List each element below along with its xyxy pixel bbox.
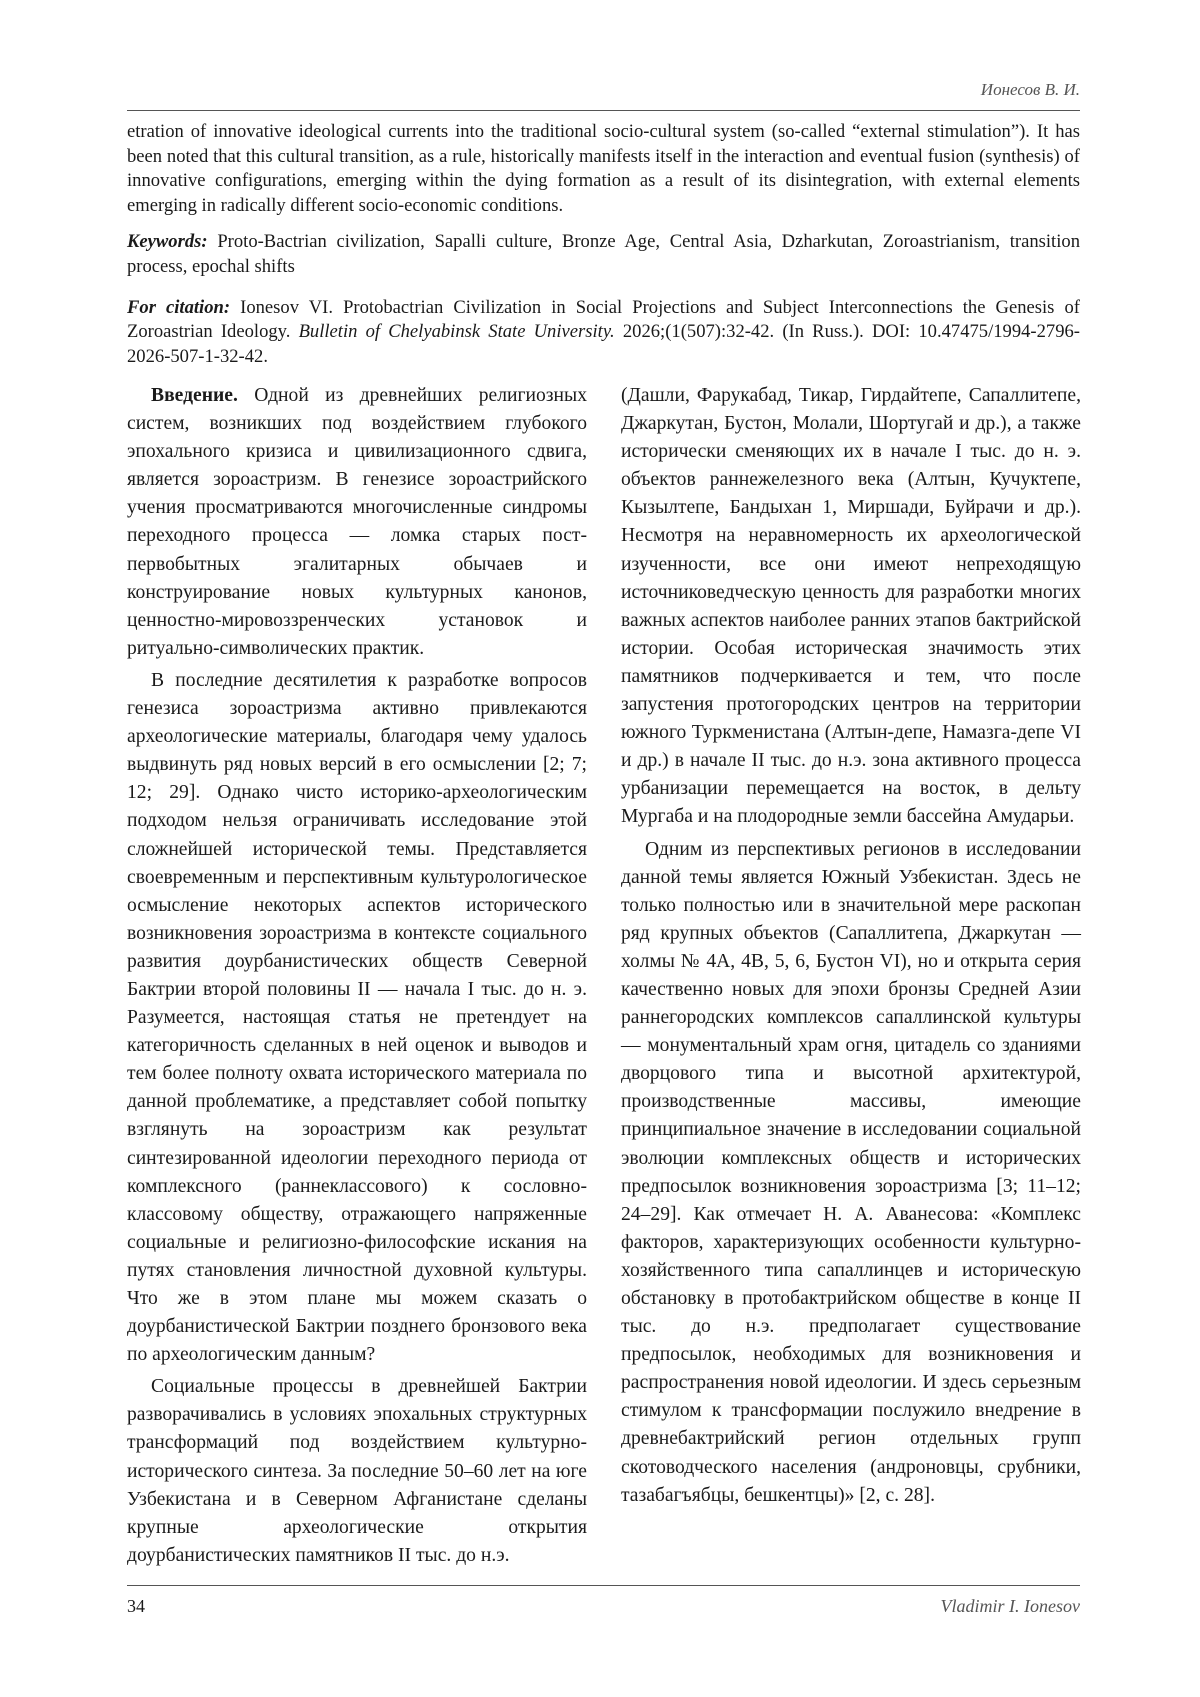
running-header — [127, 80, 1080, 111]
page-footer — [127, 1585, 1080, 1616]
paragraph-continued: (Дашли, Фарукабад, Тикар, Гирдайтепе, Сапаллитепе, Джаркутан, Бустон, Молали, Шортугай и др.), а также исторически сменяющих их в начале I тыс. до н. э. объектов раннежелезного века (Алтын, Кучуктепе, Кызылтепе, Бандыхан 1, Миршади, Буйрачи и др.). Несмотря на неравномерность их археологической изученности, все они имеют непреходящую источниковедческую ценность для разработки многих важных аспектов наиболее ранних этапов бактрийской истории. Особая историческая значимость этих памятников подчеркивается и тем, что после запустения протогородских центров на территории южного Туркменистана (Алтын-депе, Намазга-депе VI и др.) в начале II тыс. до н.э. зона активного процесса урбанизации перемещается на восток, в дельту Мургаба и на плодородные земли бассейна Амударьи. — [621, 385, 1081, 828]
keywords — [127, 230, 1080, 279]
keywords-label: Keywords: — [127, 231, 208, 253]
paragraph: Одним из перспективых регионов в исследовании данной темы является Южный Узбекистан. Здесь не только полностью или в значительной мере раскопан ряд крупных объектов (Сапаллитепа, Джаркутан — холмы № 4А, 4В, 5, 6, Бустон VI), но и открыта серия качественно новых для эпохи бронзы Средней Азии раннегородских комплексов сапаллинской культуры — монументальный храм огня, цитадель со зданиями дворцового типа и высотной архитектурой, производственные массивы, имеющие принципиальное значение в исследовании социальной эволюции комплексных обществ и исторических предпосылок возникновения зороастризма [3; 11–12; 24–29]. Как отмечает Н. А. Аванесова: «Комплекс факторов, характеризующих особенности культурно-хозяйственного типа сапаллинцев и историческую обстановку в протобактрийском обществе в конце II тыс. до н.э. предполагает существование предпосылок, необходимых для возникновения и распространения новой идеологии. И здесь серьезным стимулом к трансформации послужило внедрение в древнебактрийский регион отдельных групп скотоводческого населения (андроновцы, срубники, тазабагъябцы, бешкентцы)» [2, с. 28]. — [621, 838, 1081, 1506]
citation — [127, 296, 1080, 370]
citation-journal: Bulletin of Chelyabinsk State University. — [298, 321, 615, 343]
paragraph-introduction — [127, 382, 587, 663]
running-header-author: Ионесов В. И. — [980, 80, 1080, 99]
paragraph: В последние десятилетия к разработке вопросов генезиса зороастризма активно привлекаются археологические материалы, благодаря чему удалось выдвинуть ряд новых версий в его осмыслении [2; 7; 12; 29]. Однако чисто историко-археологическим подходом нельзя ограничивать исследование этой сложнейшей исторической темы. Представляется своевременным и перспективным культурологическое осмысление некоторых аспектов исторического возникновения зороастризма в контексте социального развития доурбанистических обществ Северной Бактрии второй половины II — начала I тыс. до н. э. Разумеется, настоящая статья не претендует на категоричность сделанных в ней оценок и выводов и тем более полноту охвата исторического материала по данной проблематике, а представляет собой попытку взглянуть на зороастризм как результат синтезированной идеологии переходного периода от комплексного (раннеклассового) к сословно-классовому обществу, отражающего напряженные социальные и религиозно-философские искания на путях становления личностной духовной культуры. Что же в этом плане мы можем сказать о доурбанистической Бактрии позднего бронзового века по археологическим данным? — [127, 669, 587, 1366]
footer-author: Vladimir I. Ionesov — [940, 1596, 1080, 1616]
citation-text-2: 2026;(1(507):32-42. (In Russ.). DOI: 10.47475/1994-2796-2026-507-1-32-42. — [127, 321, 1081, 367]
citation-text-1: Ionesov VI. Protobactrian Civilization in Social Projections and Subject Interconnections the Genesis of Zoroastrian Ideology. — [127, 296, 1080, 343]
abstract-block — [127, 120, 1080, 369]
right-column — [621, 382, 1081, 1510]
paragraph: Социальные процессы в древнейшей Бактрии разворачивались в условиях эпохальных структурных трансформаций под воздействием культурно-исторического синтеза. За последние 50–60 лет на юге Узбекистана и в Северном Афганистане сделаны крупные археологические открытия доурбанистических памятников II тыс. до н.э. — [127, 1376, 587, 1566]
citation-label: For citation: — [127, 296, 231, 318]
introduction-text: Одной из древнейших религиозных систем, возникших под воздействием глубокого эпохального кризиса и цивилизационного сдвига, является зороастризм. В генезисе зороастрийского учения просматриваются многочисленные синдромы переходного процесса — ломка старых пост-первобытных эгалитарных обычаев и конструирование новых культурных канонов, ценностно-мировоззренческих установок и ритуально-символических практик. — [127, 385, 587, 659]
left-column — [127, 382, 587, 1570]
abstract-text: etration of innovative ideological currents into the traditional socio-cultural system (so-called “external stimulation”). It has been noted that this cultural transition, as a rule, historically manifests itself in the interaction and eventual fusion (synthesis) of innovative configurations, emerging within the dying formation as a result of its disintegration, with external elements emerging in radically different socio-economic conditions. — [127, 121, 1080, 216]
page-number: 34 — [127, 1596, 145, 1616]
introduction-heading: Введение. — [151, 385, 238, 406]
keywords-text: Proto-Bactrian civilization, Sapalli culture, Bronze Age, Central Asia, Dzharkutan, Zoroastrianism, transition process, epochal shifts — [127, 231, 1080, 277]
body-columns — [127, 382, 1080, 1567]
